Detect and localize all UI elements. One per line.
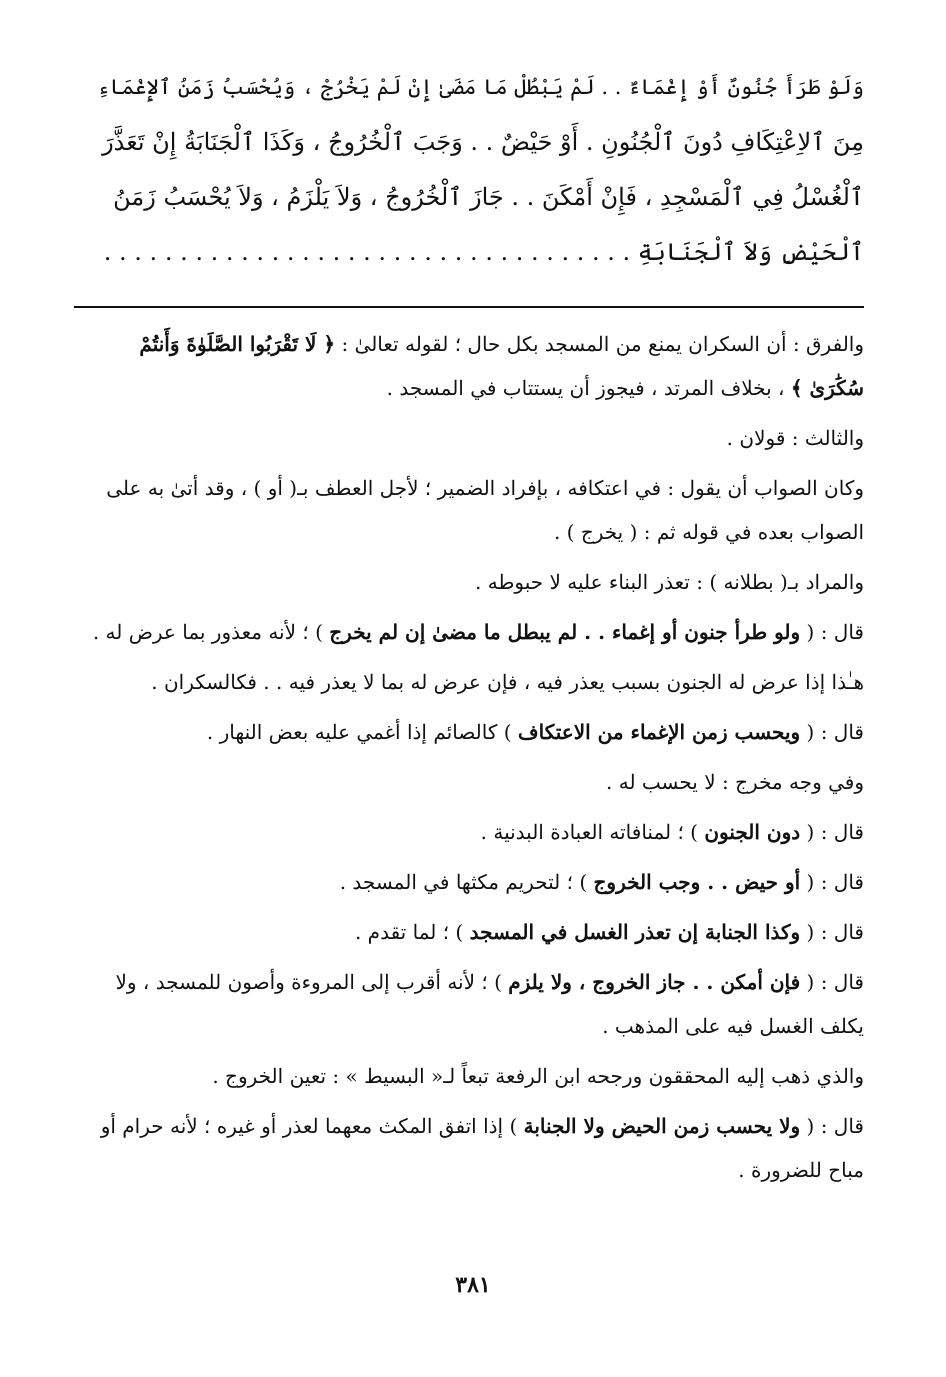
- commentary-paragraph: [86, 1104, 864, 1192]
- commentary-segment: قال : (: [800, 720, 864, 744]
- commentary-segment: ) ؛ لتحريم مكثها في المسجد .: [339, 870, 594, 894]
- commentary-paragraph: [86, 322, 864, 410]
- commentary-paragraph: [86, 810, 864, 854]
- matn-line: مِنَ ٱلاِعْتِكَافِ دُونَ ٱلْجُنُونِ . أَوْ حَيْضٌ . . وَجَبَ ٱلْخُرُوجُ ، وَكَذَا ٱلْجَنَابَةُ إِنْ تَعَذَّرَ: [102, 128, 864, 156]
- commentary-segment: ) ؛ لأنه أقرب إلى المروءة وأصون للمسجد ، ولا يكلف الغسل فيه على المذهب .: [115, 970, 864, 1038]
- commentary-segment: قال : (: [800, 820, 864, 844]
- commentary-paragraph: [86, 1054, 864, 1098]
- quoted-matn-segment: فإن أمكن . . جاز الخروج ، ولا يلزم: [508, 970, 801, 994]
- quoted-matn-segment: دون الجنون: [704, 820, 801, 844]
- commentary-segment: قال : (: [800, 620, 864, 644]
- commentary-paragraph: [86, 416, 864, 460]
- commentary-text: [86, 322, 864, 1192]
- quoted-matn-segment: ولا يحسب زمن الحيض ولا الجنابة: [523, 1114, 801, 1138]
- commentary-segment: قال : (: [800, 870, 864, 894]
- commentary-segment: قال : (: [800, 920, 864, 944]
- commentary-segment: والذي ذهب إليه المحققون ورجحه ابن الرفعة تبعاً لـ« البسيط » : تعين الخروج .: [212, 1064, 864, 1088]
- commentary-paragraph: [86, 610, 864, 654]
- matn-line: ٱلْغُسْلُ فِي ٱلْمَسْجِدِ ، فَإِنْ أَمْكَنَ . . جَازَ ٱلْخُرُوجُ ، وَلاَ يَلْزَمُ ، وَلاَ يُحْسَبُ زَمَنُ: [113, 183, 864, 211]
- commentary-segment: والمراد بـ( بطلانه ) : تعذر البناء عليه لا حبوطه .: [475, 570, 864, 594]
- commentary-segment: والثالث : قولان .: [726, 426, 864, 450]
- commentary-segment: والفرق : أن السكران يمنع من المسجد بكل حال ؛ لقوله تعالىٰ :: [335, 332, 864, 356]
- commentary-segment: هـٰذا إذا عرض له الجنون بسبب يعذر فيه ، فإن عرض له بما لا يعذر فيه . . فكالسكران .: [151, 670, 864, 694]
- page-number: ٣٨١: [455, 1272, 491, 1298]
- matn-line: ٱلْحَيْضِ وَلاَ ٱلْجَنَابَةِ . . . . . . . . . . . . . . . . . . . . . . . . . . . . . . . . . . .: [103, 238, 864, 266]
- separator-rule: [74, 306, 864, 308]
- commentary-paragraph: [86, 660, 864, 704]
- commentary-segment: ) ؛ لما تقدم .: [354, 920, 470, 944]
- quoted-matn-segment: وكذا الجنابة إن تعذر الغسل في المسجد: [469, 920, 801, 944]
- commentary-segment: قال : (: [800, 1114, 864, 1138]
- commentary-paragraph: [86, 466, 864, 554]
- matn-text: [86, 60, 864, 280]
- commentary-paragraph: [86, 860, 864, 904]
- commentary-segment: وكان الصواب أن يقول : في اعتكافه ، بإفراد الضمير ؛ لأجل العطف بـ( أو ) ، وقد أتىٰ به على الصواب بعده في قوله ثم : ( يخرج ) .: [106, 476, 864, 544]
- commentary-paragraph: [86, 710, 864, 754]
- commentary-segment: ) ؛ لمنافاته العبادة البدنية .: [480, 820, 705, 844]
- commentary-paragraph: [86, 960, 864, 1048]
- quoted-matn-segment: ويحسب زمن الإغماء من الاعتكاف: [517, 720, 801, 744]
- commentary-segment: ) إذا اتفق المكث معهما لعذر أو غيره ؛ لأنه حرام أو مباح للضرورة .: [100, 1114, 864, 1182]
- commentary-segment: ) ؛ لأنه معذور بما عرض له .: [92, 620, 330, 644]
- commentary-paragraph: [86, 560, 864, 604]
- quoted-matn-segment: ولو طرأ جنون أو إغماء . . لم يبطل ما مضىٰ إن لم يخرج: [329, 620, 801, 644]
- quoted-matn-segment: ﴿ لَا تَقْرَبُوا الصَّلَوٰةَ وَأَنتُمْ سُكَٰرَىٰ ﴾: [139, 332, 864, 400]
- commentary-segment: وفي وجه مخرج : لا يحسب له .: [606, 770, 864, 794]
- quoted-matn-segment: أو حيض . . وجب الخروج: [593, 870, 801, 894]
- commentary-segment: ) كالصائم إذا أغمي عليه بعض النهار .: [206, 720, 518, 744]
- commentary-paragraph: [86, 760, 864, 804]
- commentary-paragraph: [86, 910, 864, 954]
- matn-line: وَلَوْ طَرَأَ جُنُونٌ أَوْ إِغْمَاءٌ . . لَمْ يَبْطُلْ مَا مَضَىٰ إِنْ لَمْ يَخْرُجْ ، وَيُحْسَبُ زَمَنُ ٱلإِغْمَاءِ: [97, 75, 864, 99]
- commentary-segment: ، بخلاف المرتد ، فيجوز أن يستتاب في المسجد .: [386, 376, 791, 400]
- commentary-segment: قال : (: [800, 970, 864, 994]
